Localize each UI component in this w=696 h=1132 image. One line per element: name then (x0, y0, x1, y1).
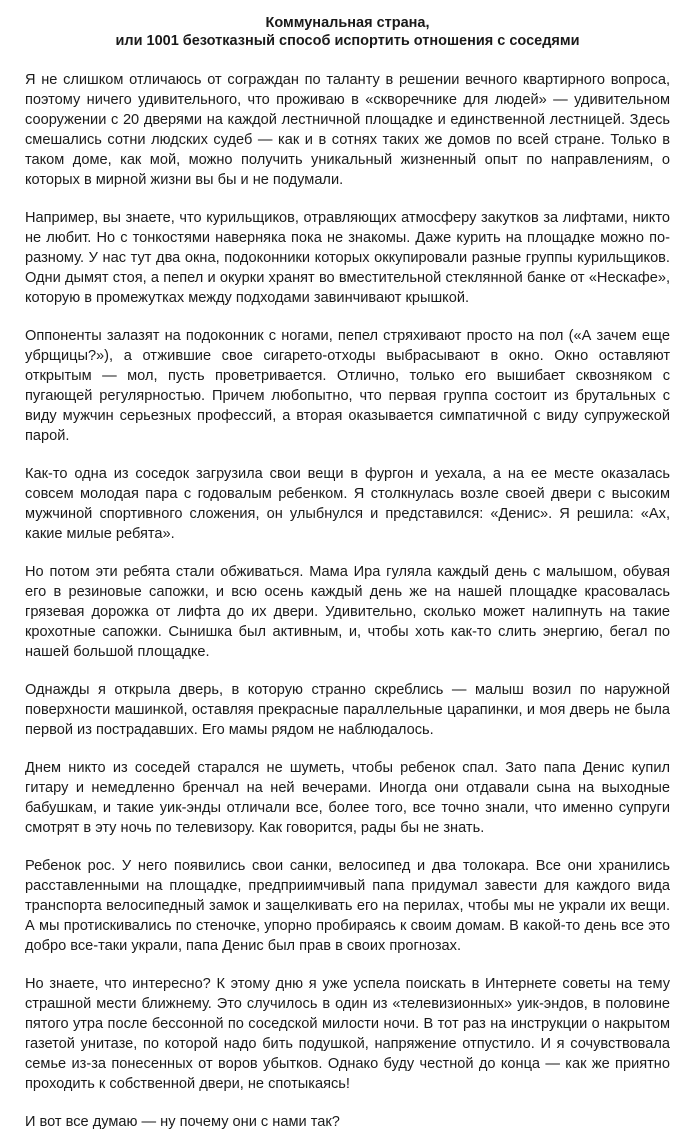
paragraph-2: Например, вы знаете, что курильщиков, отравляющих атмосферу закутков за лифтами, никто не любит. Но с тонкостями наверняка пока не знакомы. Даже курить на площадке можно по-разному. У нас тут два окна, подоконники которых оккупировали разные группы курильщиков. Одни дымят стоя, а пепел и окурки хранят во вместительной стеклянной банке от «Нескафе», которую в промежутках между подходами завинчивают крышкой. (25, 210, 670, 306)
article (25, 14, 670, 1132)
paragraph-9: Но знаете, что интересно? К этому дню я уже успела поискать в Интернете советы на тему страшной мести ближнему. Это случилось в один из «телевизионных» уик-эндов, в половине пятого утра после бессонной по соседской милости ночи. В тот раз на инструкции о накрытом газетой унитазе, по которой надо бить подушкой, напряжение отпустило. И я сочувствовала семье из-за понесенных от воров убытков. Однако буду честной до конца — как же приятно проходить к собственной двери, не спотыкаясь! (25, 976, 670, 1092)
paragraph-3: Оппоненты залазят на подоконник с ногами, пепел стряхивают просто на пол («А зачем еще убрщицы?»), а отжившие свое сигарето-отходы выбрасывают в окно. Окно оставляют открытым — мол, пусть проветривается. Отлично, только его вышибает сквозняком с пугающей регулярностью. Причем любопытно, что первая группа состоит из брутальных с виду мужчин серьезных профессий, а вторая оказывается симпатичной с виду супружеской парой. (25, 328, 670, 444)
paragraph-5: Но потом эти ребята стали обживаться. Мама Ира гуляла каждый день с малышом, обувая его в резиновые сапожки, и всю осень каждый день же на нашей площадке красовалась грязевая дорожка от лифта до их двери. Удивительно, сколько может налипнуть на такие крохотные сапожки. Сынишка был активным, и, чтобы хоть как-то слить энергию, бегал по нашей большой площадке. (25, 564, 670, 660)
paragraph-10: И вот все думаю — ну почему они с нами так? (25, 1114, 340, 1130)
article-title-line-1: Коммунальная страна, (265, 15, 430, 31)
paragraph-7: Днем никто из соседей старался не шуметь, чтобы ребенок спал. Зато папа Денис купил гитару и немедленно бренчал на ней вечерами. Иногда они отдавали сына на выходные бабушкам, и такие уик-энды отличали все, более того, все точно знали, что именно супруги смотрят в эту ночь по телевизору. Как говорится, рады бы не знать. (25, 760, 670, 836)
paragraph-6: Однажды я открыла дверь, в которую странно скреблись — малыш возил по наружной поверхности машинкой, оставляя прекрасные параллельные царапинки, и моя дверь не была первой из пострадавших. Его мамы рядом не наблюдалось. (25, 682, 670, 738)
paragraph-4: Как-то одна из соседок загрузила свои вещи в фургон и уехала, а на ее месте оказалась совсем молодая пара с годовалым ребенком. Я столкнулась возле своей двери с высоким мужчиной спортивного сложения, он улыбнулся и представился: «Денис». Я решила: «Ах, какие милые ребята». (25, 466, 670, 542)
article-title-line-2: или 1001 безотказный способ испортить отношения с соседями (115, 33, 580, 49)
paragraph-8: Ребенок рос. У него появились свои санки, велосипед и два толокара. Все они хранились расставленными на площадке, предприимчивый папа придумал завести для каждого вида транспорта велосипедный замок и защелкивать его на перилах, чтобы мы не украли их вещи. А мы протискивались по стеночке, упорно пробираясь к своим домам. В какой-то день все это добро все-таки украли, папа Денис был прав в своих прогнозах. (25, 858, 670, 954)
article-title (25, 14, 670, 50)
paragraph-1: Я не слишком отличаюсь от сограждан по таланту в решении вечного квартирного вопроса, поэтому ничего удивительного, что проживаю в «скворечнике для людей» — удивительном сооружении с 20 дверями на каждой лестничной площадке и единственной лестницей. Здесь смешались сотни людских судеб — как и в сотнях таких же домов по всей стране. Только в таком доме, как мой, можно получить уникальный жизненный опыт по направлениям, о которых в мирной жизни вы бы и не подумали. (25, 72, 670, 188)
